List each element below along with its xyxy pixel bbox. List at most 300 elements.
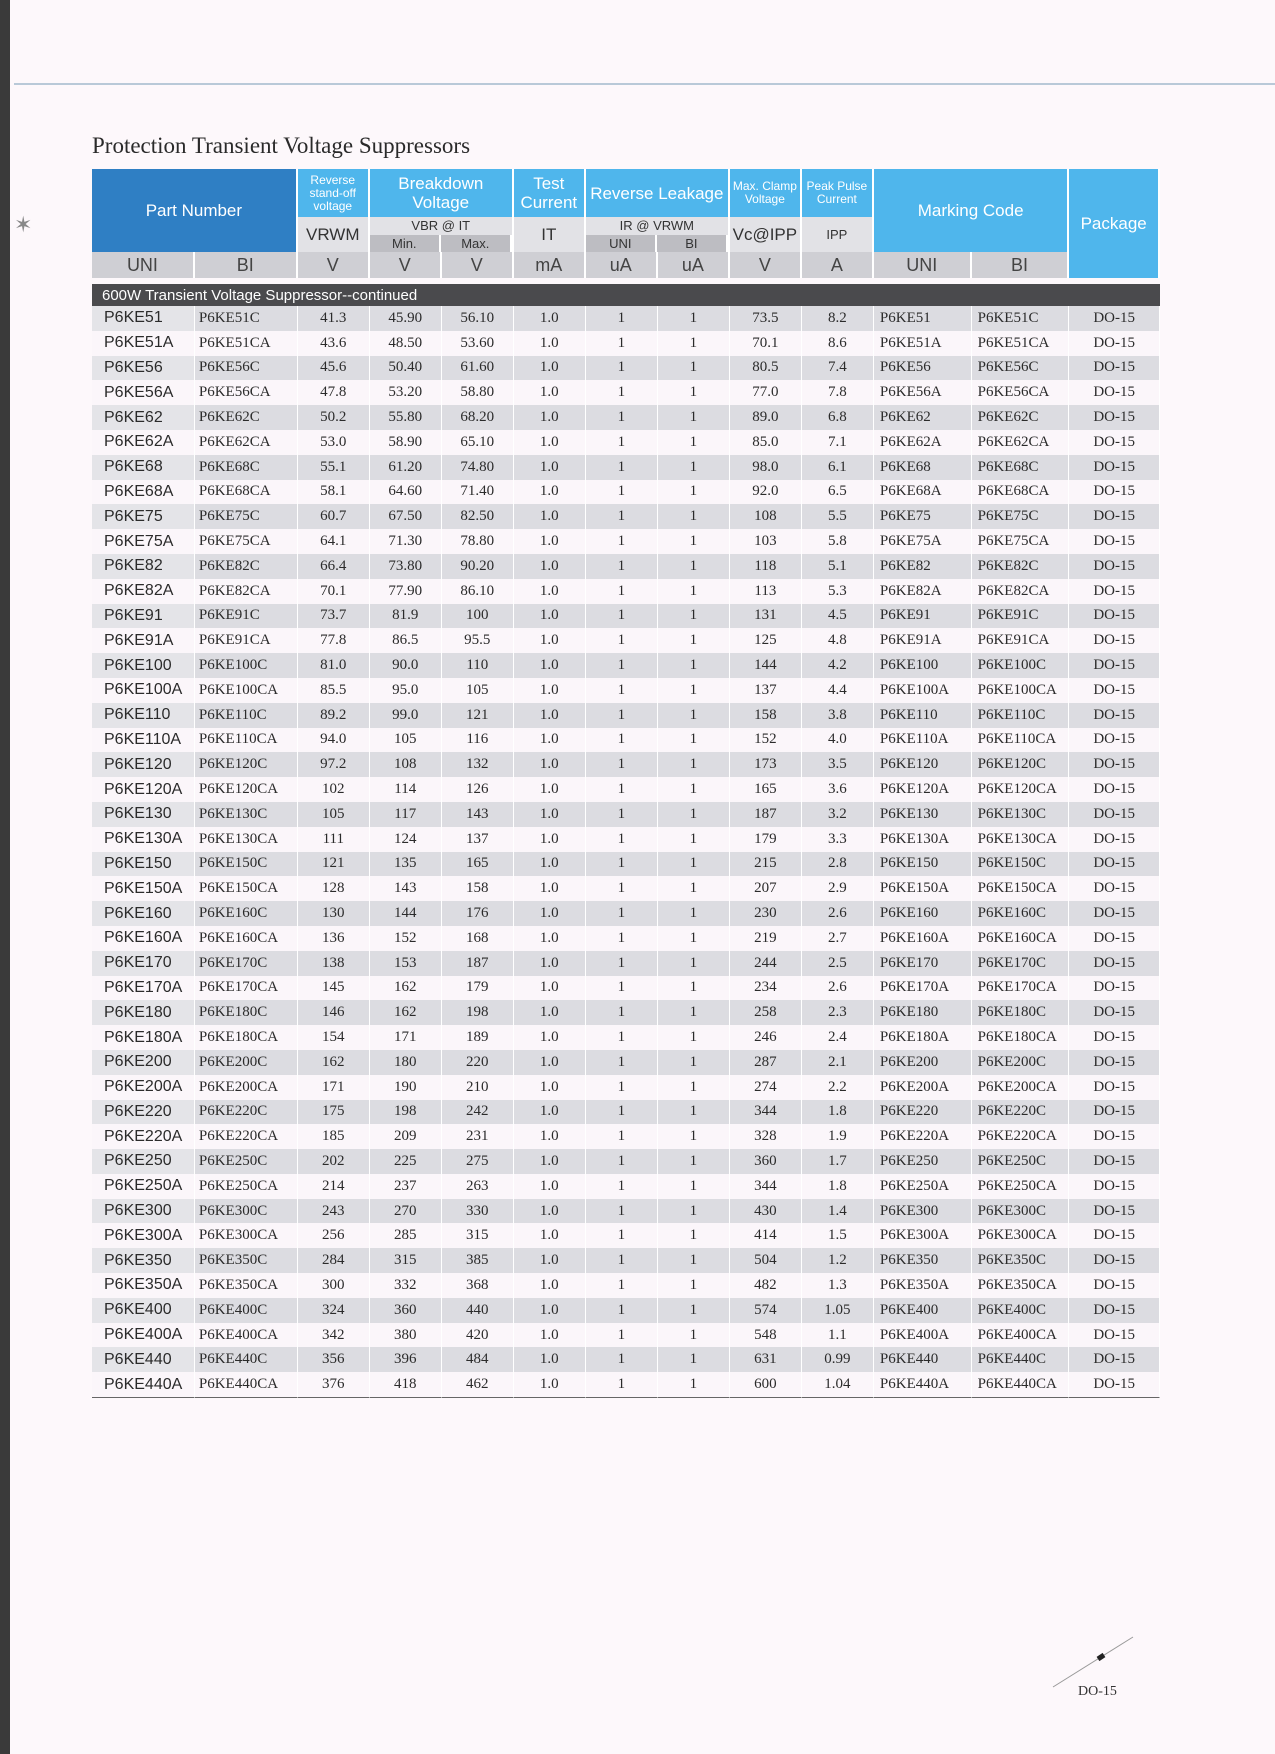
cell-uni: P6KE180: [92, 1000, 195, 1025]
cell-package: DO-15: [1069, 976, 1160, 1001]
cell-uni: P6KE51: [92, 306, 195, 331]
table-row: [92, 480, 1160, 505]
cell-vc: 73.5: [730, 306, 802, 331]
cell-marking-uni: P6KE160A: [874, 926, 972, 951]
cell-vc: 246: [730, 1025, 802, 1050]
cell-it: 1.0: [514, 306, 586, 331]
cell-bi: P6KE180C: [195, 1000, 298, 1025]
cell-vmin: 81.9: [370, 604, 442, 629]
cell-ipp: 4.5: [802, 604, 874, 629]
unit-bi: BI: [195, 252, 298, 278]
cell-vrwm: 214: [298, 1174, 370, 1199]
cell-vmax: 65.10: [442, 430, 514, 455]
cell-uni: P6KE82A: [92, 579, 195, 604]
cell-uni: P6KE150A: [92, 876, 195, 901]
cell-ipp: 1.4: [802, 1199, 874, 1224]
cell-uni: P6KE160A: [92, 926, 195, 951]
cell-ir-bi: 1: [658, 1223, 730, 1248]
cell-vmax: 263: [442, 1174, 514, 1199]
cell-ir-uni: 1: [586, 356, 658, 381]
cell-ir-uni: 1: [586, 504, 658, 529]
cell-vmax: 100: [442, 604, 514, 629]
cell-ir-bi: 1: [658, 1075, 730, 1100]
cell-vrwm: 73.7: [298, 604, 370, 629]
cell-bi: P6KE100CA: [195, 678, 298, 703]
cell-vmin: 71.30: [370, 529, 442, 554]
table-row: [92, 926, 1160, 951]
cell-vc: 125: [730, 628, 802, 653]
symbol-min: Min.: [370, 235, 441, 252]
cell-ir-uni: 1: [586, 1075, 658, 1100]
cell-bi: P6KE150CA: [195, 876, 298, 901]
cell-vmax: 86.10: [442, 579, 514, 604]
cell-package: DO-15: [1069, 628, 1160, 653]
cell-bi: P6KE350CA: [195, 1273, 298, 1298]
cell-ipp: 6.1: [802, 455, 874, 480]
cell-vmin: 143: [370, 876, 442, 901]
unit-ipp: A: [802, 252, 874, 278]
cell-vrwm: 128: [298, 876, 370, 901]
table-row: [92, 504, 1160, 529]
cell-vrwm: 89.2: [298, 703, 370, 728]
cell-ipp: 5.3: [802, 579, 874, 604]
cell-it: 1.0: [514, 430, 586, 455]
cell-vmin: 86.5: [370, 628, 442, 653]
cell-marking-uni: P6KE250A: [874, 1174, 972, 1199]
cell-package: DO-15: [1069, 306, 1160, 331]
cell-marking-uni: P6KE68: [874, 455, 972, 480]
cell-vmax: 440: [442, 1298, 514, 1323]
cell-ir-uni: 1: [586, 1000, 658, 1025]
cell-uni: P6KE82: [92, 554, 195, 579]
cell-it: 1.0: [514, 405, 586, 430]
cell-marking-bi: P6KE91CA: [972, 628, 1070, 653]
cell-marking-bi: P6KE62CA: [972, 430, 1070, 455]
symbol-ir-at-vrwm: [586, 217, 730, 252]
cell-marking-bi: P6KE75C: [972, 504, 1070, 529]
cell-marking-uni: P6KE180: [874, 1000, 972, 1025]
cell-ir-uni: 1: [586, 380, 658, 405]
cell-marking-bi: P6KE440C: [972, 1347, 1070, 1372]
table-row: [92, 852, 1160, 877]
cell-marking-bi: P6KE170C: [972, 951, 1070, 976]
cell-ir-uni: 1: [586, 1248, 658, 1273]
unit-it: mA: [514, 252, 586, 278]
cell-marking-uni: P6KE300A: [874, 1223, 972, 1248]
cell-it: 1.0: [514, 331, 586, 356]
cell-it: 1.0: [514, 1075, 586, 1100]
cell-ir-uni: 1: [586, 331, 658, 356]
table-row: [92, 405, 1160, 430]
cell-package: DO-15: [1069, 554, 1160, 579]
cell-ir-uni: 1: [586, 678, 658, 703]
cell-package: DO-15: [1069, 1248, 1160, 1273]
cell-ir-bi: 1: [658, 554, 730, 579]
cell-it: 1.0: [514, 1223, 586, 1248]
cell-vmax: 168: [442, 926, 514, 951]
cell-vrwm: 154: [298, 1025, 370, 1050]
cell-vmin: 105: [370, 728, 442, 753]
cell-it: 1.0: [514, 1050, 586, 1075]
cell-marking-uni: P6KE51A: [874, 331, 972, 356]
cell-marking-uni: P6KE130: [874, 802, 972, 827]
cell-vc: 179: [730, 827, 802, 852]
header-breakdown-voltage: Breakdown Voltage: [370, 169, 514, 217]
cell-ir-bi: 1: [658, 678, 730, 703]
table-row: [92, 331, 1160, 356]
cell-marking-uni: P6KE160: [874, 901, 972, 926]
cell-ir-bi: 1: [658, 728, 730, 753]
cell-ir-uni: 1: [586, 1124, 658, 1149]
cell-vmin: 117: [370, 802, 442, 827]
cell-bi: P6KE440CA: [195, 1372, 298, 1398]
cell-bi: P6KE91CA: [195, 628, 298, 653]
cell-ipp: 2.6: [802, 901, 874, 926]
cell-ipp: 3.3: [802, 827, 874, 852]
cell-uni: P6KE130: [92, 802, 195, 827]
table-row: [92, 876, 1160, 901]
cell-ir-bi: 1: [658, 1199, 730, 1224]
cell-it: 1.0: [514, 653, 586, 678]
cell-it: 1.0: [514, 1323, 586, 1348]
cell-vmax: 220: [442, 1050, 514, 1075]
cell-vmin: 209: [370, 1124, 442, 1149]
cell-ir-bi: 1: [658, 703, 730, 728]
cell-uni: P6KE250A: [92, 1174, 195, 1199]
cell-ir-bi: 1: [658, 1100, 730, 1125]
cell-it: 1.0: [514, 1347, 586, 1372]
cell-ir-uni: 1: [586, 752, 658, 777]
cell-package: DO-15: [1069, 1323, 1160, 1348]
cell-vc: 165: [730, 777, 802, 802]
table-row: [92, 951, 1160, 976]
cell-ipp: 2.1: [802, 1050, 874, 1075]
symbol-ipp: IPP: [802, 217, 874, 252]
cell-marking-uni: P6KE400A: [874, 1323, 972, 1348]
cell-vmax: 116: [442, 728, 514, 753]
cell-vc: 89.0: [730, 405, 802, 430]
cell-package: DO-15: [1069, 901, 1160, 926]
cell-uni: P6KE110: [92, 703, 195, 728]
unit-ir-uni: uA: [586, 252, 658, 278]
cell-vmax: 198: [442, 1000, 514, 1025]
table-row: [92, 1000, 1160, 1025]
cell-vc: 103: [730, 529, 802, 554]
cell-uni: P6KE100A: [92, 678, 195, 703]
cell-marking-uni: P6KE51: [874, 306, 972, 331]
cell-it: 1.0: [514, 628, 586, 653]
cell-vc: 219: [730, 926, 802, 951]
cell-vrwm: 70.1: [298, 579, 370, 604]
cell-it: 1.0: [514, 1372, 586, 1398]
cell-ir-bi: 1: [658, 1174, 730, 1199]
table-row: [92, 678, 1160, 703]
cell-vc: 92.0: [730, 480, 802, 505]
cell-ipp: 2.4: [802, 1025, 874, 1050]
cell-ipp: 2.7: [802, 926, 874, 951]
table-row: [92, 1075, 1160, 1100]
cell-it: 1.0: [514, 1248, 586, 1273]
min-max-split: [370, 235, 512, 252]
cell-uni: P6KE200A: [92, 1075, 195, 1100]
cell-vmin: 99.0: [370, 703, 442, 728]
table-row: [92, 554, 1160, 579]
cell-package: DO-15: [1069, 1174, 1160, 1199]
cell-uni: P6KE300: [92, 1199, 195, 1224]
cell-ir-uni: 1: [586, 876, 658, 901]
cell-ipp: 6.8: [802, 405, 874, 430]
cell-vc: 70.1: [730, 331, 802, 356]
cell-bi: P6KE150C: [195, 852, 298, 877]
table-row: [92, 430, 1160, 455]
symbol-uni: UNI: [586, 235, 657, 252]
cell-vmax: 56.10: [442, 306, 514, 331]
cell-marking-bi: P6KE100CA: [972, 678, 1070, 703]
cell-vmin: 360: [370, 1298, 442, 1323]
cell-it: 1.0: [514, 827, 586, 852]
cell-marking-uni: P6KE91A: [874, 628, 972, 653]
cell-vc: 77.0: [730, 380, 802, 405]
cell-bi: P6KE130C: [195, 802, 298, 827]
cell-vrwm: 85.5: [298, 678, 370, 703]
cell-ipp: 4.8: [802, 628, 874, 653]
cell-vc: 482: [730, 1273, 802, 1298]
table-row: [92, 777, 1160, 802]
cell-vmin: 315: [370, 1248, 442, 1273]
cell-it: 1.0: [514, 703, 586, 728]
cell-package: DO-15: [1069, 579, 1160, 604]
cell-ir-bi: 1: [658, 752, 730, 777]
cell-package: DO-15: [1069, 1372, 1160, 1398]
cell-vmin: 418: [370, 1372, 442, 1398]
cell-bi: P6KE82CA: [195, 579, 298, 604]
cell-vmin: 180: [370, 1050, 442, 1075]
cell-vmin: 135: [370, 852, 442, 877]
cell-vmin: 270: [370, 1199, 442, 1224]
cell-bi: P6KE110CA: [195, 728, 298, 753]
cell-uni: P6KE440: [92, 1347, 195, 1372]
cell-ipp: 2.6: [802, 976, 874, 1001]
table-row: [92, 628, 1160, 653]
cell-bi: P6KE160C: [195, 901, 298, 926]
cell-marking-bi: P6KE150CA: [972, 876, 1070, 901]
cell-package: DO-15: [1069, 1298, 1160, 1323]
cell-vrwm: 256: [298, 1223, 370, 1248]
cell-ir-uni: 1: [586, 579, 658, 604]
cell-ir-bi: 1: [658, 331, 730, 356]
uni-bi-split: [586, 235, 728, 252]
cell-marking-uni: P6KE62: [874, 405, 972, 430]
table-row: [92, 1223, 1160, 1248]
data-rows: [92, 306, 1160, 1398]
cell-marking-bi: P6KE130CA: [972, 827, 1070, 852]
cell-uni: P6KE120A: [92, 777, 195, 802]
cell-vc: 131: [730, 604, 802, 629]
table-row: [92, 827, 1160, 852]
cell-bi: P6KE56CA: [195, 380, 298, 405]
cell-bi: P6KE100C: [195, 653, 298, 678]
cell-ir-uni: 1: [586, 703, 658, 728]
unit-marking-uni: UNI: [874, 252, 972, 278]
cell-ipp: 0.99: [802, 1347, 874, 1372]
cell-bi: P6KE220CA: [195, 1124, 298, 1149]
table-row: [92, 1347, 1160, 1372]
unit-marking-bi: BI: [972, 252, 1070, 278]
cell-ir-uni: 1: [586, 455, 658, 480]
cell-ir-uni: 1: [586, 951, 658, 976]
cell-vrwm: 162: [298, 1050, 370, 1075]
cell-uni: P6KE130A: [92, 827, 195, 852]
cell-ir-uni: 1: [586, 1100, 658, 1125]
cell-vc: 287: [730, 1050, 802, 1075]
cell-package: DO-15: [1069, 529, 1160, 554]
cell-ir-bi: 1: [658, 628, 730, 653]
header-reverse-standoff: Reverse stand-off voltage: [298, 169, 370, 217]
cell-package: DO-15: [1069, 1124, 1160, 1149]
cell-vmax: 121: [442, 703, 514, 728]
cell-vmax: 95.5: [442, 628, 514, 653]
cell-package: DO-15: [1069, 480, 1160, 505]
unit-vc: V: [730, 252, 802, 278]
cell-marking-bi: P6KE82C: [972, 554, 1070, 579]
cell-vrwm: 60.7: [298, 504, 370, 529]
cell-vmin: 198: [370, 1100, 442, 1125]
cell-ir-bi: 1: [658, 1273, 730, 1298]
units-row: [92, 252, 1160, 278]
cell-vmax: 58.80: [442, 380, 514, 405]
cell-marking-bi: P6KE350CA: [972, 1273, 1070, 1298]
cell-vc: 207: [730, 876, 802, 901]
cell-bi: P6KE180CA: [195, 1025, 298, 1050]
cell-package: DO-15: [1069, 380, 1160, 405]
cell-marking-uni: P6KE68A: [874, 480, 972, 505]
cell-vc: 548: [730, 1323, 802, 1348]
header-package: Package: [1069, 169, 1160, 278]
cell-ir-uni: 1: [586, 1372, 658, 1398]
cell-vmin: 61.20: [370, 455, 442, 480]
cell-it: 1.0: [514, 1100, 586, 1125]
cell-package: DO-15: [1069, 1149, 1160, 1174]
symbol-vbr-at-it: [370, 217, 514, 252]
cell-vmax: 74.80: [442, 455, 514, 480]
cell-uni: P6KE170: [92, 951, 195, 976]
cell-vmax: 420: [442, 1323, 514, 1348]
cell-marking-bi: P6KE91C: [972, 604, 1070, 629]
cell-ir-uni: 1: [586, 529, 658, 554]
cell-marking-bi: P6KE160CA: [972, 926, 1070, 951]
cell-vmin: 153: [370, 951, 442, 976]
cell-ir-bi: 1: [658, 430, 730, 455]
cell-marking-uni: P6KE100A: [874, 678, 972, 703]
cell-ipp: 8.6: [802, 331, 874, 356]
cell-marking-bi: P6KE51CA: [972, 331, 1070, 356]
cell-ipp: 1.5: [802, 1223, 874, 1248]
cell-marking-bi: P6KE200CA: [972, 1075, 1070, 1100]
cell-ir-bi: 1: [658, 1050, 730, 1075]
cell-ir-bi: 1: [658, 604, 730, 629]
cell-ir-bi: 1: [658, 901, 730, 926]
cell-ipp: 8.2: [802, 306, 874, 331]
cell-ipp: 7.8: [802, 380, 874, 405]
cell-vmax: 179: [442, 976, 514, 1001]
cell-ir-bi: 1: [658, 1323, 730, 1348]
cell-it: 1.0: [514, 1298, 586, 1323]
cell-marking-uni: P6KE56A: [874, 380, 972, 405]
cell-vc: 187: [730, 802, 802, 827]
cell-ir-bi: 1: [658, 504, 730, 529]
cell-vc: 158: [730, 703, 802, 728]
header-marking-code: Marking Code: [874, 169, 1069, 252]
cell-vrwm: 300: [298, 1273, 370, 1298]
cell-vrwm: 376: [298, 1372, 370, 1398]
table-row: [92, 1050, 1160, 1075]
cell-bi: P6KE130CA: [195, 827, 298, 852]
cell-vc: 360: [730, 1149, 802, 1174]
cell-ir-uni: 1: [586, 554, 658, 579]
cell-vc: 113: [730, 579, 802, 604]
cell-bi: P6KE110C: [195, 703, 298, 728]
cell-ipp: 5.8: [802, 529, 874, 554]
cell-marking-bi: P6KE100C: [972, 653, 1070, 678]
cell-marking-uni: P6KE200A: [874, 1075, 972, 1100]
table-row: [92, 455, 1160, 480]
cell-vrwm: 243: [298, 1199, 370, 1224]
cell-vmin: 225: [370, 1149, 442, 1174]
cell-marking-uni: P6KE200: [874, 1050, 972, 1075]
cell-it: 1.0: [514, 926, 586, 951]
cell-ir-bi: 1: [658, 1298, 730, 1323]
unit-vmin: V: [370, 252, 442, 278]
cell-uni: P6KE350: [92, 1248, 195, 1273]
cell-marking-uni: P6KE150A: [874, 876, 972, 901]
cell-ir-bi: 1: [658, 852, 730, 877]
cell-vmin: 162: [370, 976, 442, 1001]
cell-vmax: 484: [442, 1347, 514, 1372]
cell-vc: 118: [730, 554, 802, 579]
cell-it: 1.0: [514, 752, 586, 777]
cell-vmax: 187: [442, 951, 514, 976]
cell-vrwm: 97.2: [298, 752, 370, 777]
cell-ir-bi: 1: [658, 1347, 730, 1372]
cell-vmax: 137: [442, 827, 514, 852]
cell-ir-uni: 1: [586, 653, 658, 678]
cell-marking-uni: P6KE100: [874, 653, 972, 678]
cell-ir-uni: 1: [586, 926, 658, 951]
cell-vrwm: 202: [298, 1149, 370, 1174]
cell-vc: 152: [730, 728, 802, 753]
cell-vmin: 332: [370, 1273, 442, 1298]
cell-marking-bi: P6KE51C: [972, 306, 1070, 331]
cell-ir-bi: 1: [658, 1149, 730, 1174]
cell-marking-uni: P6KE170A: [874, 976, 972, 1001]
cell-uni: P6KE220A: [92, 1124, 195, 1149]
cell-package: DO-15: [1069, 653, 1160, 678]
cell-it: 1.0: [514, 504, 586, 529]
cell-vmax: 105: [442, 678, 514, 703]
table-row: [92, 1199, 1160, 1224]
cell-vc: 274: [730, 1075, 802, 1100]
cell-package: DO-15: [1069, 331, 1160, 356]
table-row: [92, 579, 1160, 604]
cell-uni: P6KE170A: [92, 976, 195, 1001]
cell-vc: 344: [730, 1100, 802, 1125]
cell-vrwm: 53.0: [298, 430, 370, 455]
table-row: [92, 380, 1160, 405]
cell-package: DO-15: [1069, 1025, 1160, 1050]
cell-vrwm: 94.0: [298, 728, 370, 753]
cell-vmin: 124: [370, 827, 442, 852]
cell-vrwm: 105: [298, 802, 370, 827]
